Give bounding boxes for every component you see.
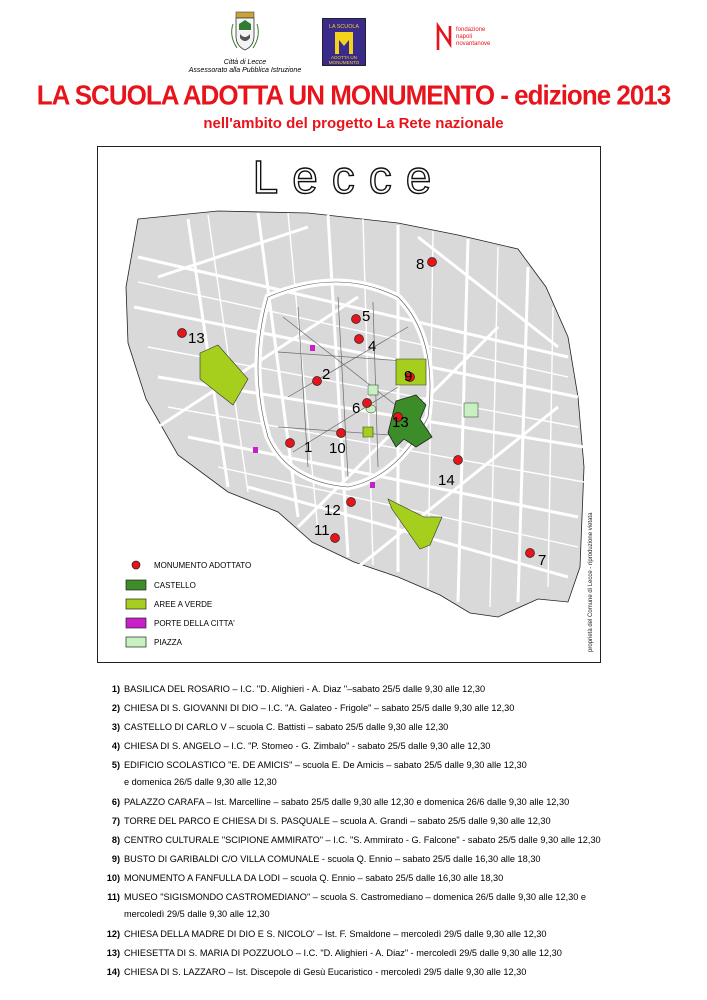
list-item-number: 7) <box>111 816 120 826</box>
list-item-number: 4) <box>111 741 120 751</box>
list-item-text: MONUMENTO A FANFULLA DA LODI – scuola Q. Ennio – sabato 25/5 dalle 16,30 alle 18,30 <box>124 873 504 883</box>
monument-marker <box>352 315 361 324</box>
legend-green-swatch <box>126 599 146 609</box>
city-caption-line1: Città di Lecce <box>223 59 267 66</box>
piazza-east <box>464 403 478 417</box>
list-item-number: 14) <box>106 967 120 977</box>
park-small <box>363 427 373 437</box>
crest-icon <box>205 10 285 62</box>
list-item-text: TORRE DEL PARCO E CHIESA DI S. PASQUALE – scuola A. Grandi – sabato 25/5 dalle 9,30 alle 12,30 <box>124 816 551 826</box>
page-title: LA SCUOLA ADOTTA UN MONUMENTO - edizione 2013 <box>36 79 671 111</box>
list-item-text: EDIFICIO SCOLASTICO "E. DE AMICIS" – scuola E. De Amicis – sabato 25/5 dalle 9,30 alle 12,30 <box>124 760 527 770</box>
list-item-text: CHIESETTA DI S. MARIA DI POZZUOLO – I.C. "D. Alighieri - A. Diaz" - mercoledì 29/5 dalle 9,30 alle 12,30 <box>124 948 562 958</box>
legend-label-piazza: PIAZZA <box>154 638 183 647</box>
list-item-text: BUSTO DI GARIBALDI C/O VILLA COMUNALE - scuola Q. Ennio – sabato 25/5 dalle 16,30 alle 18,30 <box>124 854 541 864</box>
list-item-continuation: e domenica 26/5 dalle 9,30 alle 12,30 <box>124 777 277 787</box>
list-item-text: CHIESA DI S. LAZZARO – Ist. Discepole di Gesù Eucaristico - mercoledì 29/5 dalle 9,30 alle 12,30 <box>124 967 527 977</box>
monument-marker-label: 11 <box>314 522 330 539</box>
page-subtitle: nell'ambito del progetto La Rete nazionale <box>203 115 504 132</box>
list-item-number: 3) <box>111 722 120 732</box>
monument-marker <box>526 549 535 558</box>
monument-marker <box>286 439 295 448</box>
map-canvas <box>98 147 600 662</box>
legend-marker-icon <box>132 561 140 569</box>
map-city-name: Lecce <box>252 151 446 203</box>
list-item-number: 9) <box>111 854 120 864</box>
monument-logo-icon <box>323 19 365 65</box>
legend-label-gates: PORTE DELLA CITTA' <box>154 619 235 628</box>
monument-marker <box>178 329 187 338</box>
monument-marker-label: 12 <box>324 502 341 519</box>
list-item-text: CENTRO CULTURALE "SCIPIONE AMMIRATO" – I.C. "S. Ammirato - G. Falcone" - sabato 25/5 dalle 9,30 alle 12,30 <box>124 835 601 845</box>
monument-marker-label: 4 <box>368 338 377 355</box>
monument-marker <box>337 429 346 438</box>
list-item-number: 5) <box>111 760 120 770</box>
monument-marker <box>313 377 322 386</box>
piazza-santoronzo <box>368 385 378 395</box>
map-legend <box>126 561 251 647</box>
monument-marker-label: 14 <box>438 472 455 489</box>
list-item-text: CHIESA DI S. ANGELO – I.C. "P. Stomeo - G. Zimbalo" - sabato 25/5 dalle 9,30 alle 12,30 <box>124 741 491 751</box>
list-item-continuation: mercoledì 29/5 dalle 9,30 alle 12,30 <box>124 909 270 919</box>
monument-marker-label: 6 <box>352 400 361 417</box>
legend-label-monument: MONUMENTO ADOTTATO <box>154 561 252 570</box>
list-item-text: BASILICA DEL ROSARIO – I.C. "D. Alighieri - A. Diaz "–sabato 25/5 dalle 9,30 alle 12,30 <box>124 684 486 694</box>
school-monument-logo <box>322 18 366 66</box>
city-map <box>97 146 601 663</box>
legend-castle-swatch <box>126 580 146 590</box>
logo3-line3: novantanove <box>456 41 491 47</box>
list-item-number: 12) <box>106 929 120 939</box>
monument-marker-label: 9 <box>404 368 413 385</box>
list-item-number: 8) <box>111 835 120 845</box>
list-item-number: 6) <box>111 797 120 807</box>
logo3-line1: fondazione <box>456 27 486 33</box>
legend-gate-swatch <box>126 618 146 628</box>
legend-label-castle: CASTELLO <box>154 581 196 590</box>
monument-marker <box>454 456 463 465</box>
gate-napoli <box>310 345 315 351</box>
fondazione-logo <box>436 22 526 54</box>
city-caption <box>155 59 335 75</box>
city-crest-logo <box>205 10 285 62</box>
monument-marker-label: 5 <box>362 308 371 325</box>
monument-marker <box>347 498 356 507</box>
list-item-number: 13) <box>106 948 120 958</box>
monument-marker <box>428 258 437 267</box>
monument-marker-label: 1 <box>304 439 313 456</box>
gate-rudiae <box>253 447 258 453</box>
list-item-text: PALAZZO CARAFA – Ist. Marcelline – sabato 25/5 dalle 9,30 alle 12,30 e domenica 26/6 dalle 9,30 alle 12,30 <box>124 797 570 807</box>
city-caption-line2: Assessorato alla Pubblica Istruzione <box>188 67 302 74</box>
monument-marker <box>331 534 340 543</box>
list-item-text: MUSEO "SIGISMONDO CASTROMEDIANO" – scuola S. Castromediano – domenica 26/5 dalle 9,30 alle 12,30 e <box>124 892 587 902</box>
monument-marker <box>355 335 364 344</box>
monument-marker-label: 13 <box>188 330 205 347</box>
monument-marker <box>363 399 372 408</box>
monument-marker-label: 10 <box>329 440 346 457</box>
list-item-number: 1) <box>111 684 120 694</box>
gate-san-biagio <box>370 482 375 488</box>
monument-marker-label: 13 <box>392 414 409 431</box>
list-item-text: CASTELLO DI CARLO V – scuola C. Battisti – sabato 25/5 dalle 9,30 alle 12,30 <box>124 722 449 732</box>
monument-marker-label: 8 <box>416 256 425 273</box>
list-item-text: CHIESA DI S. GIOVANNI DI DIO – I.C. "A. Galateo - Frigole" – sabato 25/5 dalle 9,30 alle 12,30 <box>124 703 515 713</box>
logo2-line3: MONUMENTO <box>328 60 360 65</box>
list-item-text: CHIESA DELLA MADRE DI DIO E S. NICOLO' – Ist. F. Smaldone – mercoledì 29/5 dalle 9,30 alle 12,30 <box>124 929 547 939</box>
legend-label-green: AREE A VERDE <box>154 600 213 609</box>
map-copyright: proprietà del Comune di Lecce - riproduzione vietata <box>588 512 594 652</box>
logo2-line1: LA SCUOLA <box>329 24 359 30</box>
list-item-number: 2) <box>111 703 120 713</box>
list-item-number: 10) <box>106 873 120 883</box>
logo3-line2: napoli <box>456 34 473 40</box>
list-item-number: 11) <box>107 892 120 902</box>
monument-marker-label: 2 <box>322 366 331 383</box>
monument-marker-label: 7 <box>538 552 547 569</box>
legend-piazza-swatch <box>126 637 146 647</box>
fondazione-n-icon <box>436 22 526 54</box>
logo2-line2: ADOTTA UN <box>331 55 357 60</box>
